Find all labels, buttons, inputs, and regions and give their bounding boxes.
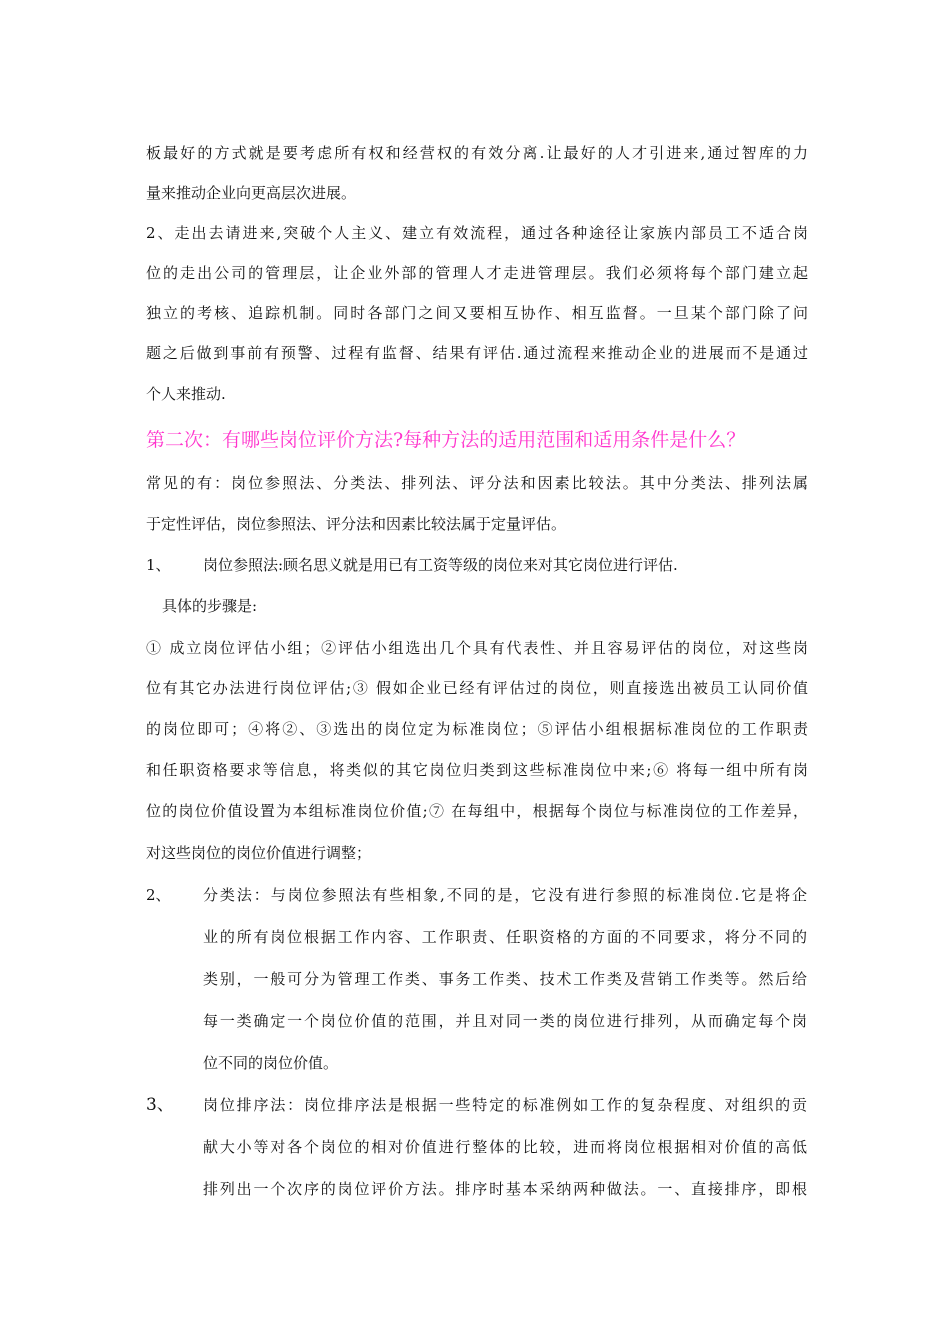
section-heading: 第二次：有哪些岗位评价方法?每种方法的适用范围和适用条件是什么？	[146, 429, 746, 451]
paragraph-line: 个人来推动.	[146, 385, 226, 403]
paragraph-line: 板最好的方式就是要考虑所有权和经营权的有效分离.让最好的人才引进来,通过智库的力	[146, 144, 808, 162]
list-item-text: 岗位参照法:顾名思义就是用已有工资等级的岗位来对其它岗位进行评估.	[203, 556, 678, 574]
list-item-line: 每一类确定一个岗位价值的范围，并且对同一类的岗位进行排列，从而确定每个岗	[203, 1012, 807, 1030]
list-number: 3、	[146, 1095, 174, 1115]
paragraph-line: 题之后做到事前有预警、过程有监督、结果有评估.通过流程来推动企业的进展而不是通过	[146, 344, 808, 362]
paragraph-line: 独立的考核、追踪机制。同时各部门之间又要相互协作、相互监督。一旦某个部门除了问	[146, 304, 808, 322]
steps-line: ① 成立岗位评估小组；②评估小组选出几个具有代表性、并且容易评估的岗位，对这些岗	[146, 639, 808, 657]
list-item-line: 业的所有岗位根据工作内容、工作职责、任职资格的方面的不同要求，将分不同的	[203, 928, 807, 946]
list-item-line: 分类法：与岗位参照法有些相象,不同的是，它没有进行参照的标准岗位.它是将企	[203, 886, 807, 904]
steps-line: 的岗位即可；④将②、③选出的岗位定为标准岗位；⑤评估小组根据标准岗位的工作职责	[146, 720, 808, 738]
list-item-line: 排列出一个次序的岗位评价方法。排序时基本采纳两种做法。一、直接排序，即根	[203, 1180, 807, 1198]
steps-line: 对这些岗位的岗位价值进行调整；	[146, 844, 372, 862]
steps-line: 和任职资格要求等信息，将类似的其它岗位归类到这些标准岗位中来;⑥ 将每一组中所有岗	[146, 761, 808, 779]
list-number: 2、	[146, 886, 171, 904]
steps-line: 位的岗位价值设置为本组标准岗位价值;⑦ 在每组中，根据每个岗位与标准岗位的工作差异，	[146, 802, 808, 820]
steps-label: 具体的步骤是:	[162, 597, 258, 615]
intro-line: 于定性评估，岗位参照法、评分法和因素比较法属于定量评估。	[146, 515, 567, 533]
paragraph-line: 位的走出公司的管理层，让企业外部的管理人才走进管理层。我们必须将每个部门建立起	[146, 264, 808, 282]
list-item-line: 岗位排序法：岗位排序法是根据一些特定的标准例如工作的复杂程度、对组织的贡	[203, 1096, 807, 1114]
paragraph-line: 量来推动企业向更高层次进展。	[146, 184, 357, 202]
list-number: 1、	[146, 556, 171, 574]
intro-line: 常见的有：岗位参照法、分类法、排列法、评分法和因素比较法。其中分类法、排列法属	[146, 474, 808, 492]
paragraph-line: 2、走出去请进来,突破个人主义、建立有效流程，通过各种途径让家族内部员工不适合岗	[146, 224, 808, 242]
list-item-line: 献大小等对各个岗位的相对价值进行整体的比较，进而将岗位根据相对价值的高低	[203, 1138, 807, 1156]
list-item-line: 位不同的岗位价值。	[203, 1054, 339, 1072]
steps-line: 位有其它办法进行岗位评估;③ 假如企业已经有评估过的岗位，则直接选出被员工认同价值	[146, 679, 808, 697]
list-item-line: 类别，一般可分为管理工作类、事务工作类、技术工作类及营销工作类等。然后给	[203, 970, 807, 988]
